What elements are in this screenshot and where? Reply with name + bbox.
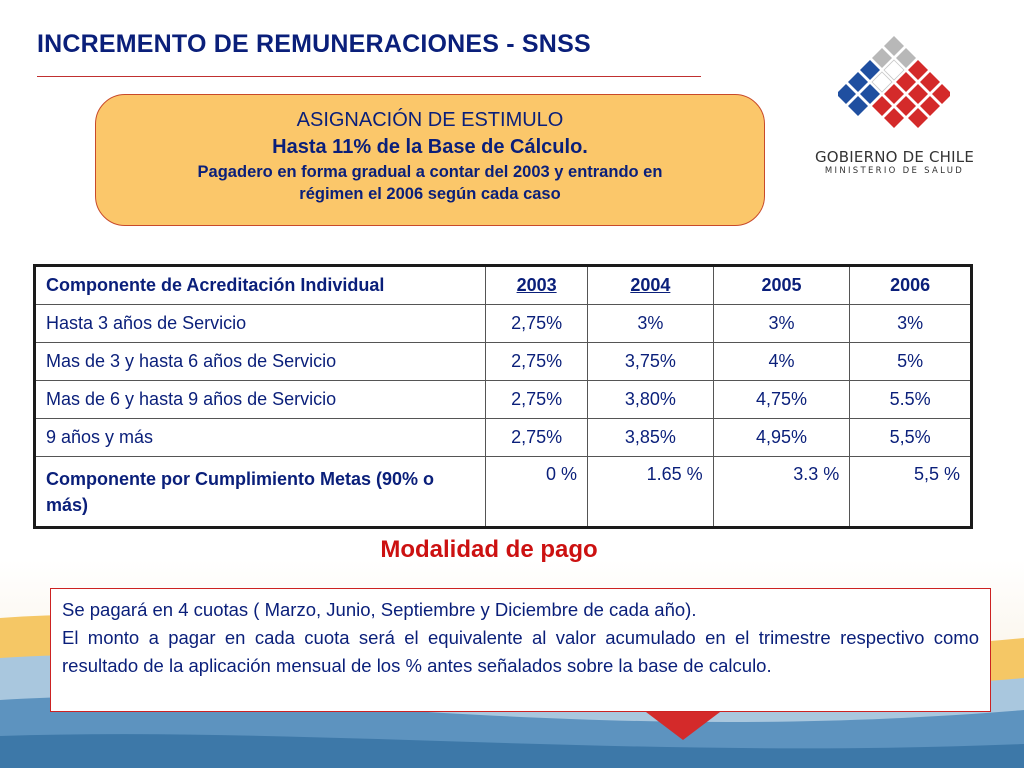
- gobierno-de-chile-checker-icon: [838, 34, 950, 139]
- table-row: [35, 419, 972, 457]
- note-paragraph-2: El monto a pagar en cada cuota será el equivalente al valor acumulado en el trimestre respectivo como resultado de la aplicación mensual de los % antes señalados sobre la base de calculo.: [62, 627, 979, 676]
- logo-subtitle: MINISTERIO DE SALUD: [824, 166, 965, 176]
- cell-value: 3,75%: [588, 343, 714, 381]
- cell-value: 5%: [850, 343, 972, 381]
- gobierno-de-chile-logo: [812, 34, 977, 184]
- cell-value: 5.5%: [850, 381, 972, 419]
- cell-value: 3,80%: [588, 381, 714, 419]
- row-label: Mas de 3 y hasta 6 años de Servicio: [35, 343, 486, 381]
- cell-value: 3%: [713, 305, 850, 343]
- callout-heading: ASIGNACIÓN DE ESTIMULO: [296, 109, 564, 131]
- callout-text-line-1: Pagadero en forma gradual a contar del 2003 y entrando en: [197, 163, 663, 181]
- table-row: [35, 381, 972, 419]
- table-header-row: [35, 266, 972, 305]
- column-header-2004: 2004: [588, 266, 714, 305]
- column-header-2003: 2003: [486, 266, 588, 305]
- logo-white-diamonds: [872, 60, 904, 92]
- remuneration-table: [33, 264, 973, 529]
- cell-value: 4,95%: [713, 419, 850, 457]
- row-label: 9 años y más: [35, 419, 486, 457]
- cell-value: 5,5 %: [850, 457, 972, 528]
- table-row: [35, 343, 972, 381]
- cell-value: 4%: [713, 343, 850, 381]
- callout-subheading: Hasta 11% de la Base de Cálculo.: [272, 136, 588, 158]
- cell-value: 2,75%: [486, 305, 588, 343]
- note-paragraph-1: Se pagará en 4 cuotas ( Marzo, Junio, Septiembre y Diciembre de cada año).: [62, 599, 697, 620]
- title-underline: [37, 76, 701, 77]
- row-label: Componente por Cumplimiento Metas (90% o más): [35, 457, 486, 528]
- column-header-2005: 2005: [713, 266, 850, 305]
- section-heading: Modalidad de pago: [380, 536, 598, 563]
- row-label: Mas de 6 y hasta 9 años de Servicio: [35, 381, 486, 419]
- cell-value: 4,75%: [713, 381, 850, 419]
- stimulus-callout: [95, 94, 765, 226]
- cell-value: 0 %: [486, 457, 588, 528]
- callout-text-line-2: régimen el 2006 según cada caso: [299, 185, 561, 203]
- cell-value: 5,5%: [850, 419, 972, 457]
- cell-value: 3.3 %: [713, 457, 850, 528]
- table-row: [35, 457, 972, 528]
- payment-note: [50, 588, 991, 712]
- cell-value: 2,75%: [486, 381, 588, 419]
- cell-value: 3%: [588, 305, 714, 343]
- column-header-2006: 2006: [850, 266, 972, 305]
- page-title: INCREMENTO DE REMUNERACIONES - SNSS: [37, 30, 591, 58]
- row-label: Hasta 3 años de Servicio: [35, 305, 486, 343]
- table-row: [35, 305, 972, 343]
- cell-value: 3,85%: [588, 419, 714, 457]
- cell-value: 3%: [850, 305, 972, 343]
- cell-value: 2,75%: [486, 343, 588, 381]
- column-header-component: Componente de Acreditación Individual: [35, 266, 486, 305]
- cell-value: 2,75%: [486, 419, 588, 457]
- logo-name: GOBIERNO DE CHILE: [814, 148, 975, 166]
- cell-value: 1.65 %: [588, 457, 714, 528]
